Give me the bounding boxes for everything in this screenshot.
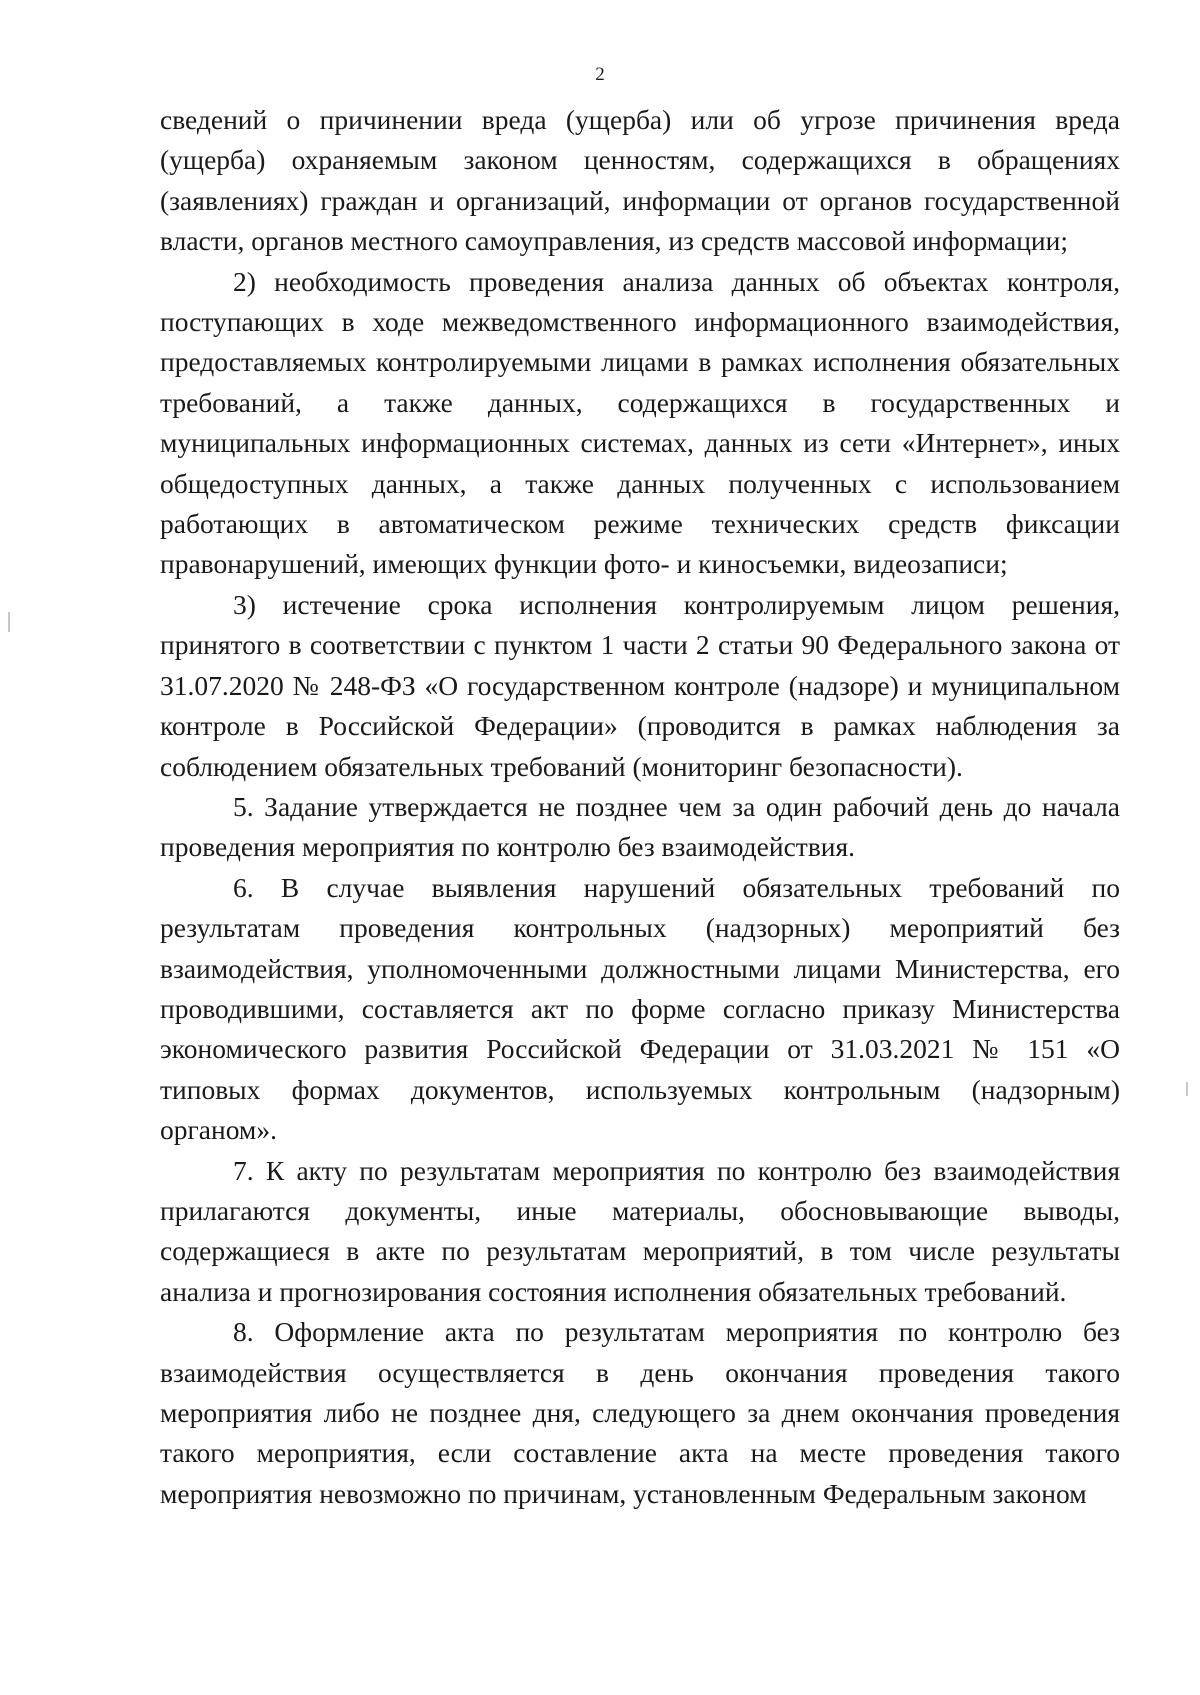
- scan-artifact-right: [1186, 1082, 1188, 1096]
- paragraph-clause-5: 5. Задание утверждается не позднее чем за один рабочий день до начала проведения мероприятия по контролю без взаимодействия.: [160, 790, 1120, 863]
- paragraph-clause-7: 7. К акту по результатам мероприятия по контролю без взаимодействия прилагаются документы, иные материалы, обосновывающие выводы, содержащиеся в акте по результатам мероприятий, в том числе результаты анализа и прогнозирования состояния исполнения обязательных требований.: [160, 1154, 1120, 1307]
- paragraph-item-2: 2) необходимость проведения анализа данных об объектах контроля, поступающих в ходе межведомственного информационного взаимодействия, предоставляемых контролируемыми лицами в рамках исполнения обязательных требований, а также данных, содержащихся в государственных и муниципальных информационных системах, данных из сети «Интернет», иных общедоступных данных, а также данных полученных с использованием работающих в автоматическом режиме технических средств фиксации правонарушений, имеющих функции фото- и киносъемки, видеозаписи;: [160, 265, 1120, 580]
- paragraph-clause-6: 6. В случае выявления нарушений обязательных требований по результатам проведения контрольных (надзорных) мероприятий без взаимодействия, уполномоченными должностными лицами Министерства, его проводившими, составляется акт по форме согласно приказу Министерства экономического развития Российской Федерации от 31.03.2021 № 151 «О типовых формах документов, используемых контрольным (надзорным) органом».: [160, 871, 1120, 1146]
- page-number: 2: [595, 64, 605, 85]
- paragraph-continuation: сведений о причинении вреда (ущерба) или об угрозе причинения вреда (ущерба) охраняемым законом ценностям, содержащихся в обращениях (заявлениях) граждан и организаций, информации от органов государственной власти, органов местного самоуправления, из средств массовой информации;: [160, 104, 1120, 257]
- document-body: [160, 100, 1120, 1514]
- paragraph-item-3: 3) истечение срока исполнения контролируемым лицом решения, принятого в соответствии с пунктом 1 части 2 статьи 90 Федерального закона от 31.07.2020 № 248-ФЗ «О государственном контроле (надзоре) и муниципальном контроле в Российской Федерации» (проводится в рамках наблюдения за соблюдением обязательных требований (мониторинг безопасности).: [160, 588, 1120, 782]
- paragraph-clause-8: 8. Оформление акта по результатам мероприятия по контролю без взаимодействия осуществляется в день окончания проведения такого мероприятия либо не позднее дня, следующего за днем окончания проведения такого мероприятия, если составление акта на месте проведения такого мероприятия невозможно по причинам, установленным Федеральным законом: [160, 1316, 1120, 1509]
- scan-artifact-left: [8, 612, 10, 632]
